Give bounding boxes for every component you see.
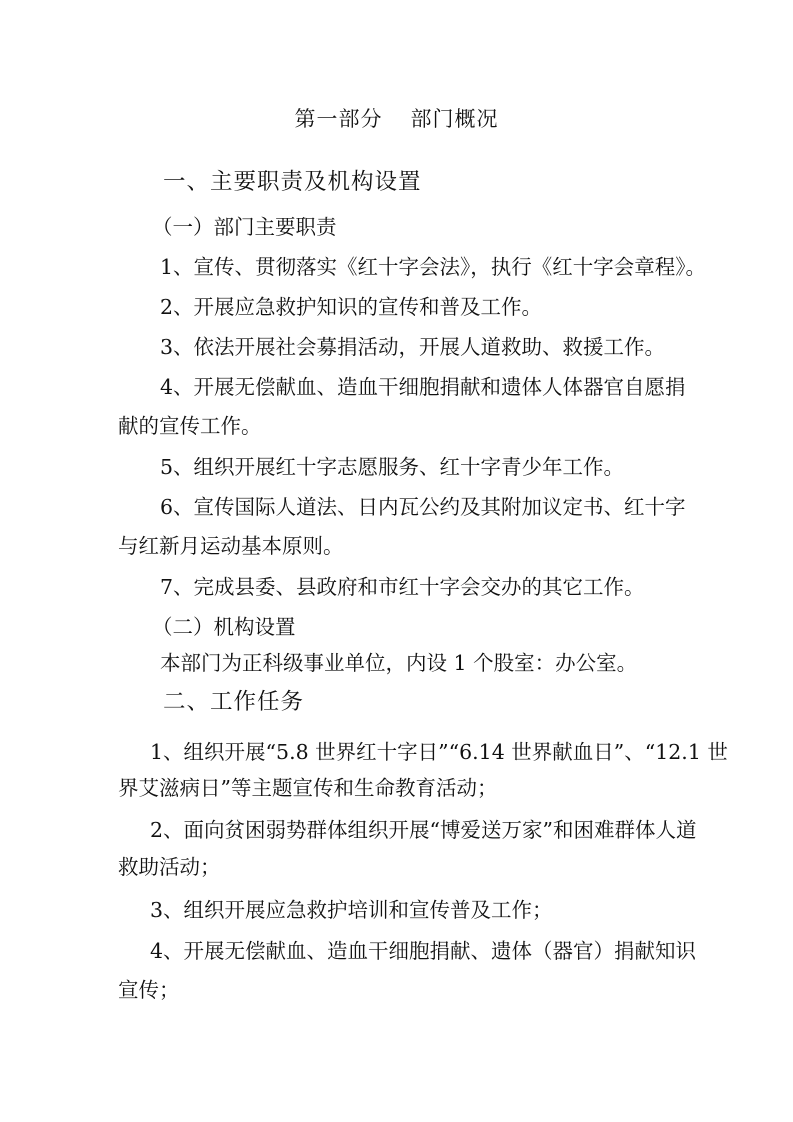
duty-item-4-line-1: 4、开展无偿献血、造血干细胞捐献和遗体人体器官自愿捐 xyxy=(160,375,686,399)
duty-item-3: 3、依法开展社会募捐活动，开展人道救助、救援工作。 xyxy=(160,335,666,359)
duty-item-6-line-2: 与红新月运动基本原则。 xyxy=(118,534,344,558)
duty-item-4-line-2: 献的宣传工作。 xyxy=(118,414,262,438)
subheading-org-structure: （二）机构设置 xyxy=(152,615,296,639)
section-heading-duties: 一、主要职责及机构设置 xyxy=(163,169,422,195)
section-heading-tasks: 二、工作任务 xyxy=(163,689,305,715)
page-title xyxy=(0,103,793,133)
duty-item-2: 2、开展应急救护知识的宣传和普及工作。 xyxy=(160,295,543,319)
duty-item-1: 1、宣传、贯彻落实《红十字会法》，执行《红十字会章程》。 xyxy=(160,255,707,279)
task-item-4-line-1: 4、开展无偿献血、造血干细胞捐献、遗体（器官）捐献知识 xyxy=(150,939,697,963)
task-item-4-line-2: 宣传； xyxy=(118,978,180,1002)
duty-item-6-line-1: 6、宣传国际人道法、日内瓦公约及其附加议定书、红十字 xyxy=(160,495,686,519)
task-item-2-line-1: 2、面向贫困弱势群体组织开展“博爱送万家”和困难群体人道 xyxy=(150,818,697,842)
task-item-1-line-2: 界艾滋病日”等主题宣传和生命教育活动； xyxy=(118,776,498,800)
task-item-2-line-2: 救助活动； xyxy=(118,855,221,879)
org-structure-text: 本部门为正科级事业单位，内设 1 个股室：办公室。 xyxy=(160,651,638,675)
subheading-main-duties: （一）部门主要职责 xyxy=(152,215,337,239)
duty-item-7: 7、完成县委、县政府和市红十字会交办的其它工作。 xyxy=(160,575,645,599)
title-name: 部门概况 xyxy=(410,107,499,131)
task-item-1-line-1: 1、组织开展“5.8 世界红十字日”“6.14 世界献血日”、“12.1 世 xyxy=(150,740,728,764)
task-item-3: 3、组织开展应急救护培训和宣传普及工作； xyxy=(150,898,553,922)
title-part: 第一部分 xyxy=(294,107,383,131)
duty-item-5: 5、组织开展红十字志愿服务、红十字青少年工作。 xyxy=(160,455,625,479)
